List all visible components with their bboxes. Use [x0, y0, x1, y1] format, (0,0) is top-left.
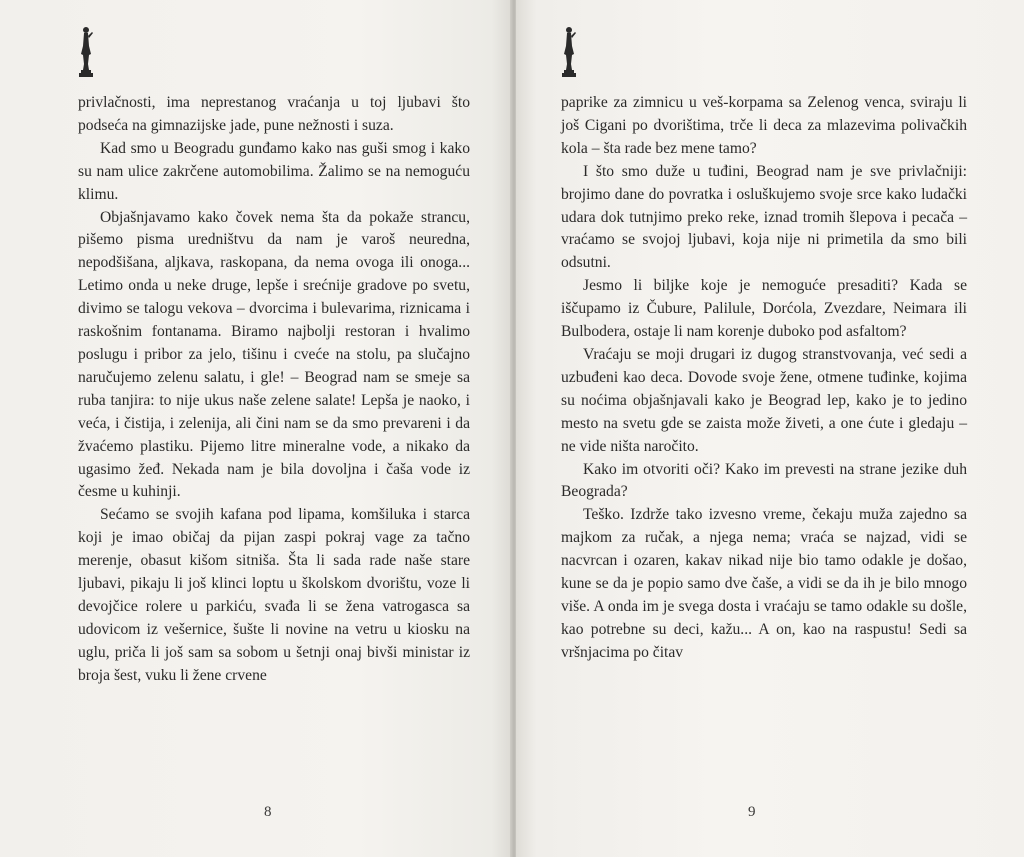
page-number: 8	[264, 804, 272, 820]
page-number: 9	[748, 804, 756, 820]
statue-emblem-icon	[561, 24, 577, 78]
paragraph: I što smo duže u tuđini, Beograd nam je sve privlačniji: brojimo dane do povratka i osluškujemo svoje srce kako ludački udara dok tutnjimo preko reke, iznad tromih šlepova i pecača – vraćamo se svojoj ljubavi, koja nije ni primetila da smo bili odsutni.	[561, 162, 967, 272]
paragraph: Jesmo li biljke koje je nemoguće presaditi? Kada se iščupamo iz Čubure, Palilule, Dorćola, Zvezdare, Neimara ili Bulbodera, ostaje li nam korenje duboko pod asfaltom?	[561, 277, 967, 341]
paragraph: Teško. Izdrže tako izvesno vreme, čekaju muža zajedno sa majkom za ručak, a njega nema; vraća se najzad, vidi se nacvrcan i ozaren, kakav nikad nije bio tamo odakle je došao, kune se da je popio samo dve čaše, a vidi se da ih je bilo mnogo više. A onda im je svega dosta i vraćaju se tamo odakle su došle, kao potrebne su deci, kažu... A on, kao na raspustu! Sedi sa vršnjacima po čitav	[561, 506, 967, 661]
paragraph: Kad smo u Beogradu gunđamo kako nas guši smog i kako su nam ulice zakrčene automobilima. Žalimo se na nemoguću klimu.	[78, 139, 470, 203]
paragraph: Kako im otvoriti oči? Kako im prevesti na strane jezike duh Beograda?	[561, 460, 967, 501]
paragraph: privlačnosti, ima neprestanog vraćanja u toj ljubavi što podseća na gimnazijske jade, pune nežnosti i suza.	[78, 94, 470, 134]
paragraph: paprike za zimnicu u veš-korpama sa Zelenog venca, sviraju li još Cigani po dvorištima, trče li deca za mlazevima polivačkih kola – šta rade bez mene tamo?	[561, 94, 967, 157]
right-page-text	[561, 92, 967, 665]
paragraph: Objašnjavamo kako čovek nema šta da pokaže strancu, pišemo pisma uredništvu da nam je varoš neuredna, nepodšišana, aljkava, raskopana, da nema ovoga ili onoga... Letimo onda u neke druge, lepše i srećnije gradove po svetu, divimo se talogu vekova – dvorcima i bulevarima, riznicama i raskošnim fontanama. Biramo najbolji restoran i hvalimo poslugu i pribor za jelo, tišinu i cveće na stolu, pa slučajno naručujemo zelenu salatu, i gle! – Beograd nam se smeje sa ruba tanjira: to nije ukus naše zelene salate! Lepša je naoko, i veća, i čistija, i zelenija, ali čini nam se da smo prevareni i da žvaćemo plastiku. Pijemo litre mineralne vode, a nikako da ugasimo žeđ. Nekada nam je bila dovoljna i čaša vode iz česme u kuhinji.	[78, 208, 470, 501]
statue-emblem-icon	[78, 24, 94, 78]
left-page-text	[78, 92, 470, 688]
right-page	[516, 0, 1024, 857]
paragraph: Vraćaju se moji drugari iz dugog stranstvovanja, već sedi a uzbuđeni kao deca. Dovode svoje žene, otmene tuđinke, kojima su noćima objašnjavali kako je Beograd lep, kako je to jedino mesto na svetu gde se zaista može živeti, a one ćute i gledaju – ne vide ništa naročito.	[561, 345, 967, 455]
paragraph: Sećamo se svojih kafana pod lipama, komšiluka i starca koji je imao običaj da pijan zaspi pokraj vage za tačno merenje, obasut kišom sitniša. Šta li sada rade naše stare ljubavi, pikaju li još klinci loptu u školskom dvorištu, voze li devojčice rolere u parkiću, svađa li se žena vatrogasca sa udovicom iz vešernice, šušte li novine na vetru u kiosku na uglu, priča li još sam sa sobom u šetnji onaj bivši ministar iz broja šest, vuku li žene crvene	[78, 506, 470, 684]
